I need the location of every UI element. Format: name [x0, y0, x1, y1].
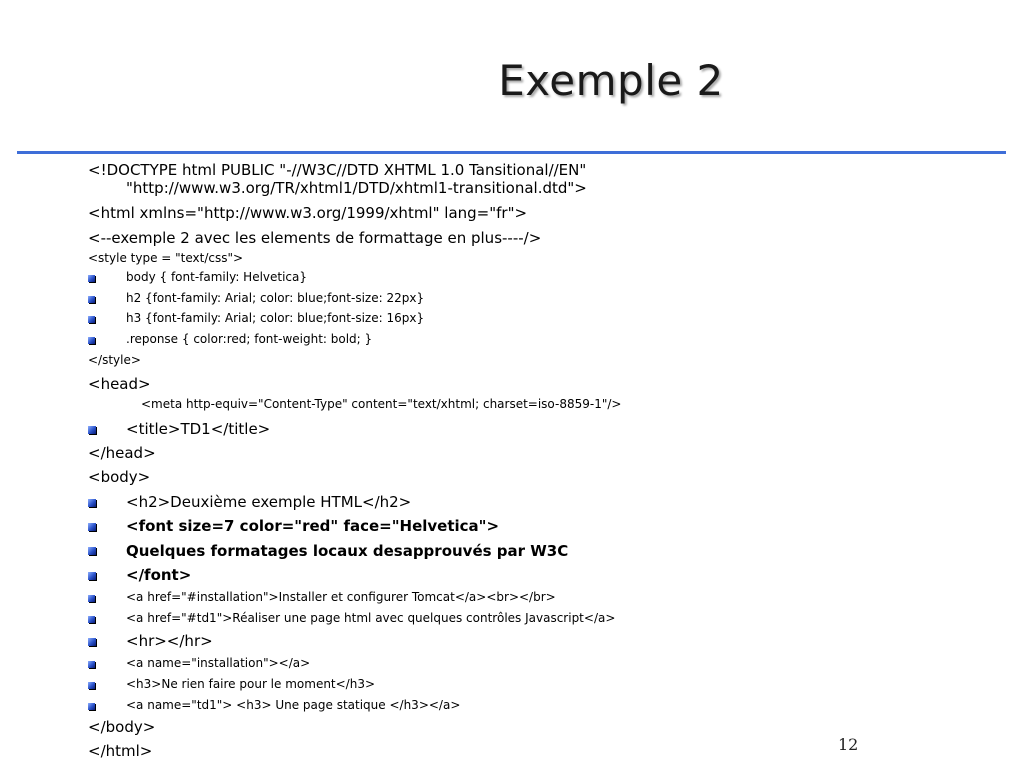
square-bullet-icon: [88, 703, 95, 710]
code-line: <meta http-equiv="Content-Type" content="text/xhtml; charset=iso-8859-1"/>: [141, 397, 622, 411]
slide-title: Exemple 2: [498, 56, 724, 105]
code-line: <body>: [88, 468, 151, 486]
code-line: </head>: [88, 444, 156, 462]
square-bullet-icon: [88, 426, 96, 434]
code-line: <style type = "text/css">: [88, 251, 244, 265]
code-line: <head>: [88, 375, 151, 393]
code-line: <a name="installation"></a>: [126, 656, 311, 670]
code-line: <!DOCTYPE html PUBLIC "-//W3C//DTD XHTML 1.0 Tansitional//EN": [88, 161, 587, 179]
code-line: <--exemple 2 avec les elements de formattage en plus----/>: [88, 229, 542, 247]
code-line: .reponse { color:red; font-weight: bold; }: [126, 332, 373, 346]
square-bullet-icon: [88, 337, 95, 344]
code-line: <html xmlns="http://www.w3.org/1999/xhtml" lang="fr">: [88, 204, 528, 222]
code-line: body { font-family: Helvetica}: [126, 270, 308, 284]
code-line: <font size=7 color="red" face="Helvetica">: [126, 517, 500, 535]
code-line: <a href="#installation">Installer et configurer Tomcat</a><br></br>: [126, 590, 556, 604]
square-bullet-icon: [88, 638, 96, 646]
square-bullet-icon: [88, 661, 95, 668]
square-bullet-icon: [88, 547, 96, 555]
square-bullet-icon: [88, 523, 96, 531]
code-line: <a name="td1"> <h3> Une page statique </h3></a>: [126, 698, 461, 712]
code-line: </style>: [88, 353, 141, 367]
page-number: 12: [838, 735, 859, 754]
code-line: <a href="#td1">Réaliser une page html avec quelques contrôles Javascript</a>: [126, 611, 616, 625]
square-bullet-icon: [88, 682, 95, 689]
code-line: h3 {font-family: Arial; color: blue;font-size: 16px}: [126, 311, 425, 325]
code-line: <h3>Ne rien faire pour le moment</h3>: [126, 677, 376, 691]
code-line: <title>TD1</title>: [126, 420, 271, 438]
code-line: </body>: [88, 718, 156, 736]
code-line: h2 {font-family: Arial; color: blue;font-size: 22px}: [126, 291, 425, 305]
code-line: </html>: [88, 742, 153, 760]
square-bullet-icon: [88, 572, 96, 580]
code-line: "http://www.w3.org/TR/xhtml1/DTD/xhtml1-transitional.dtd">: [126, 179, 587, 197]
code-line: <hr></hr>: [126, 632, 213, 650]
square-bullet-icon: [88, 595, 95, 602]
square-bullet-icon: [88, 499, 96, 507]
square-bullet-icon: [88, 275, 95, 282]
square-bullet-icon: [88, 316, 95, 323]
square-bullet-icon: [88, 616, 95, 623]
code-line: </font>: [126, 566, 192, 584]
square-bullet-icon: [88, 296, 95, 303]
code-line: <h2>Deuxième exemple HTML</h2>: [126, 493, 412, 511]
code-line: Quelques formatages locaux desapprouvés par W3C: [126, 542, 569, 560]
